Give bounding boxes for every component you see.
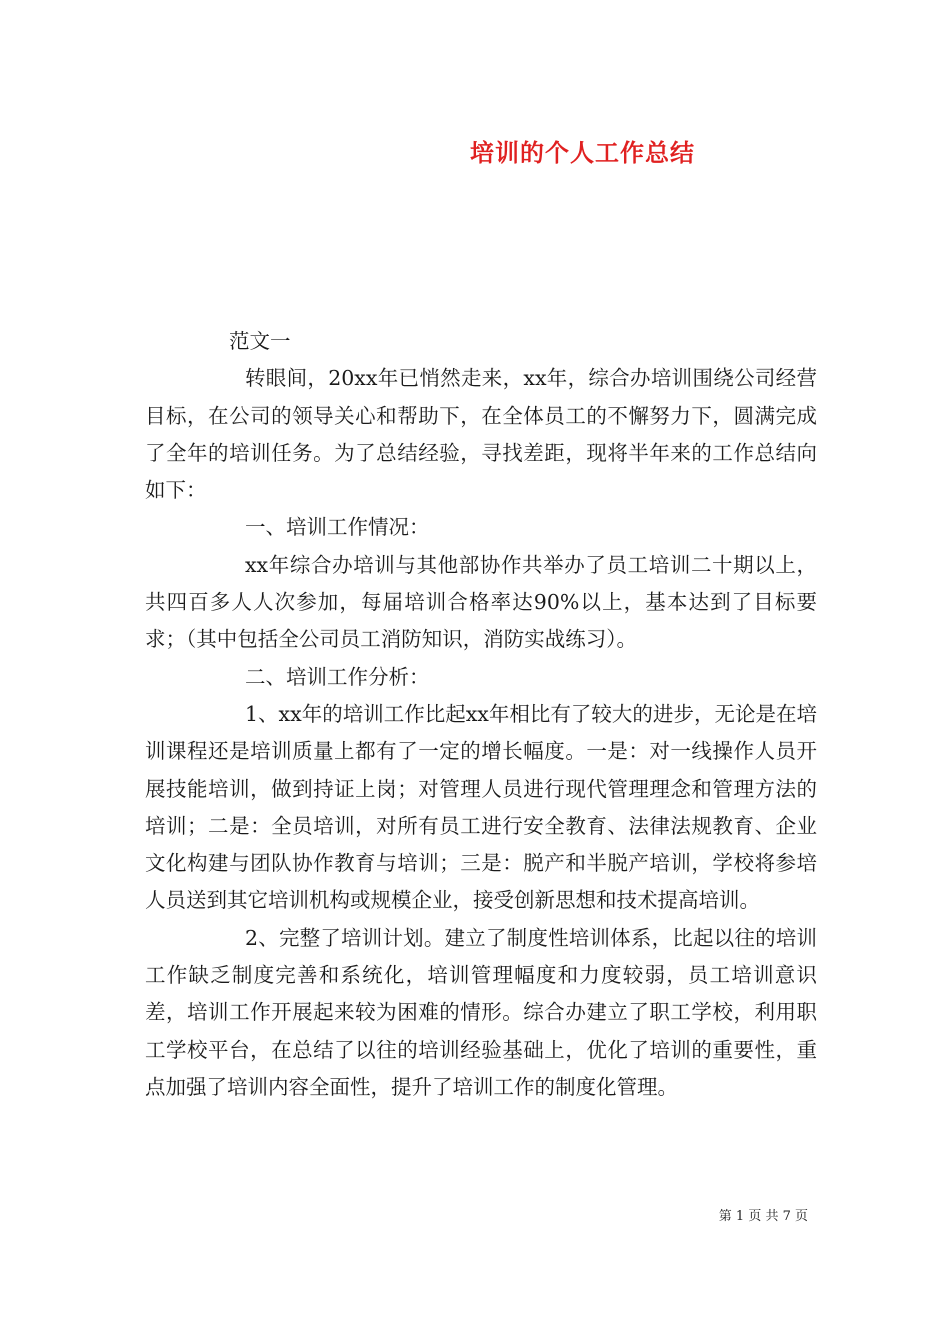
- section-heading-1: 一、培训工作情况：: [245, 515, 430, 540]
- document-title: 培训的个人工作总结: [470, 139, 695, 167]
- intro-paragraph: 转眼间，20xx年已悄然走来，xx年，综合办培训围绕公司经营目标，在公司的领导关心和帮助下，在全体员工的不懈努力下，圆满完成了全年的培训任务。为了总结经验，寻找差距，现将半年来的工作总结向如下：: [145, 366, 817, 503]
- section-heading-2: 二、培训工作分析：: [245, 664, 430, 689]
- document-body: [145, 323, 817, 1106]
- analysis-point-1: 1、xx年的培训工作比起xx年相比有了较大的进步，无论是在培训课程还是培训质量上都有了一定的增长幅度。一是：对一线操作人员开展技能培训，做到持证上岗；对管理人员进行现代管理理念和管理方法的培训；二是：全员培训，对所有员工进行安全教育、法律法规教育、企业文化构建与团队协作教育与培训；三是：脱产和半脱产培训，学校将参培人员送到其它培训机构或规模企业，接受创新思想和技术提高培训。: [145, 701, 817, 913]
- sample-label: 范文一: [229, 329, 291, 353]
- analysis-point-2: 2、完整了培训计划。建立了制度性培训体系，比起以往的培训工作缺乏制度完善和系统化，培训管理幅度和力度较弱，员工培训意识差，培训工作开展起来较为困难的情形。综合办建立了职工学校，利用职工学校平台，在总结了以往的培训经验基础上，优化了培训的重要性，重点加强了培训内容全面性，提升了培训工作的制度化管理。: [145, 925, 817, 1099]
- page-footer: 第 1 页 共 7 页: [718, 1209, 808, 1224]
- section-1-paragraph: xx年综合办培训与其他部协作共举办了员工培训二十期以上，共四百多人人次参加，每届培训合格率达90%以上，基本达到了目标要求；（其中包括全公司员工消防知识，消防实战练习）。: [145, 552, 817, 652]
